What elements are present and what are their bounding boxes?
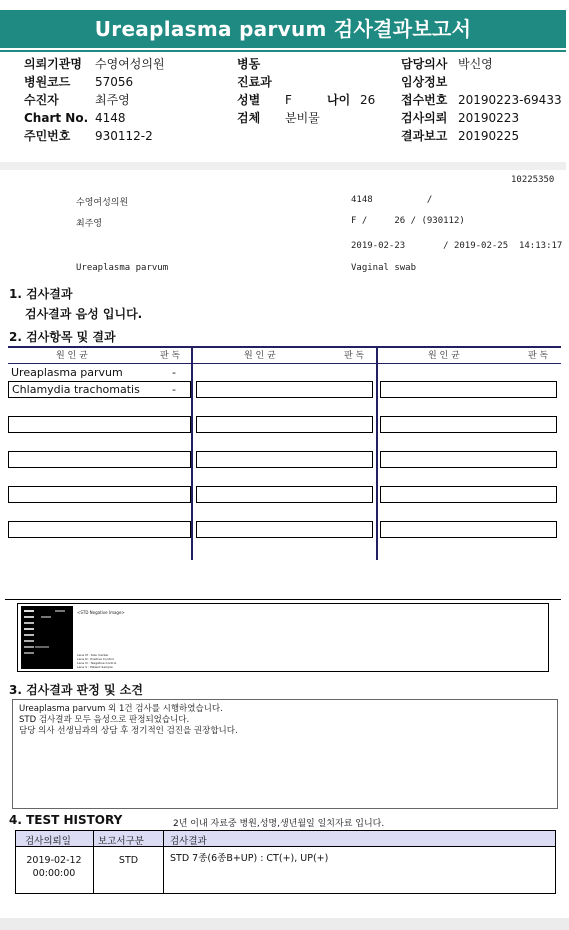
conclusion-text: Ureaplasma parvum 외 1건 검사를 시행하였습니다. STD 검사결과 모두 음성으로 판정되었습니다. 담당 의사 선생님과의 상담 후 정기적인 검진을 권장합니다. [19,704,238,736]
history-row-type: STD [118,855,139,866]
col-header-pathogen-3: 원 인 균 [428,351,460,361]
empty-row [8,451,191,468]
col-header-judge-1: 판 독 [160,351,181,361]
summary-test: Ureaplasma parvum [76,263,169,273]
result-row-2-value: - [172,383,176,396]
empty-row [196,451,373,468]
empty-row [380,486,557,503]
section-1-title: 1. 검사결과 [9,287,73,301]
summary-dates: 2019-02-23 / 2019-02-25 14:13:17 [351,241,563,251]
history-header-date: 검사의뢰일 [25,836,71,847]
empty-row [380,416,557,433]
result-row-2-name: Chlamydia trachomatis [12,383,140,396]
summary-clinic: 수영여성의원 [76,198,129,208]
col-header-judge-3: 판 독 [528,351,549,361]
info-row-request-date: 검사의뢰 20190223 [401,111,520,125]
result-row-1 [8,365,191,381]
section-2-title: 2. 검사항목 및 결과 [9,330,116,344]
gel-legend: Lane M : Size marker Lane N : Positive Control Lane IC : Negative Control Lane S : Patient Sample [77,653,117,669]
info-row-resident-no: 주민번호 930112-2 [24,129,153,143]
info-row-clinic: 의뢰기관명 수영여성의원 [24,57,165,71]
age-value: 26 [360,93,376,107]
info-col-2 [237,55,375,127]
col-header-judge-2: 판 독 [344,351,365,361]
empty-row [196,521,373,538]
info-row-ward: 병동 [237,57,261,71]
info-row-doctor: 담당의사 박신영 [401,57,493,71]
info-row-receipt-no: 접수번호 20190223-69433 [401,93,562,107]
info-row-specimen: 검체 분비물 [237,111,320,125]
empty-row [196,486,373,503]
image-divider [5,599,561,600]
history-table-header [16,831,555,847]
summary-sex-age: F / 26 / (930112) [351,216,465,226]
age-label: 나이 [327,93,351,107]
col-header-pathogen-1: 원 인 균 [56,351,88,361]
footer-band [0,918,569,930]
info-row-sex: 성별 F 나이 26 [237,93,376,107]
table-divider-2 [376,346,378,560]
empty-row [380,451,557,468]
history-header-type: 보고서구분 [98,836,144,847]
info-row-hospital-code: 병원코드 57056 [24,75,134,89]
info-row-clinical-info: 임상정보 [401,75,448,89]
section-4-title: 4. TEST HISTORY [9,813,123,827]
section-1-result: 검사결과 음성 입니다. [25,307,143,321]
history-col-divider-2 [163,831,164,893]
info-row-patient: 수진자 최주영 [24,93,130,107]
result-row-2 [8,381,191,398]
info-row-department: 진료과 [237,75,272,89]
col-header-pathogen-2: 원 인 균 [244,351,276,361]
history-note: 2년 이내 자료중 병원,성명,생년월일 일치자료 입니다. [173,819,385,829]
empty-row [380,381,557,398]
empty-row [196,381,373,398]
empty-row [380,521,557,538]
info-row-report-date: 결과보고 20190225 [401,129,520,143]
empty-row [8,486,191,503]
table-divider-1 [191,346,193,560]
report-id: 10225350 [511,175,555,185]
report-title: Ureaplasma parvum 검사결과보고서 [0,10,566,48]
section-3-title: 3. 검사결과 판정 및 소견 [9,683,143,697]
info-col-3 [401,55,562,145]
summary-chart: 4148 / [351,195,433,205]
info-col-1 [24,55,165,145]
results-table-header [8,346,561,364]
separator-band [0,162,566,170]
gel-caption: <STD Negative Image> [77,610,125,615]
summary-patient: 최주영 [76,219,103,229]
result-row-1-value: - [172,366,176,379]
history-row-date: 2019-02-12 00:00:00 [26,855,82,879]
history-header-result: 검사결과 [170,836,207,847]
summary-specimen: Vaginal swab [351,263,417,273]
gel-electrophoresis-image [21,606,73,669]
empty-row [196,416,373,433]
info-row-chart-no: Chart No. 4148 [24,111,126,125]
history-row-result: STD 7종(6종B+UP) : CT(+), UP(+) [170,853,329,864]
empty-row [8,521,191,538]
result-row-1-name: Ureaplasma parvum [11,366,123,379]
empty-row [8,416,191,433]
header-divider [0,50,566,52]
